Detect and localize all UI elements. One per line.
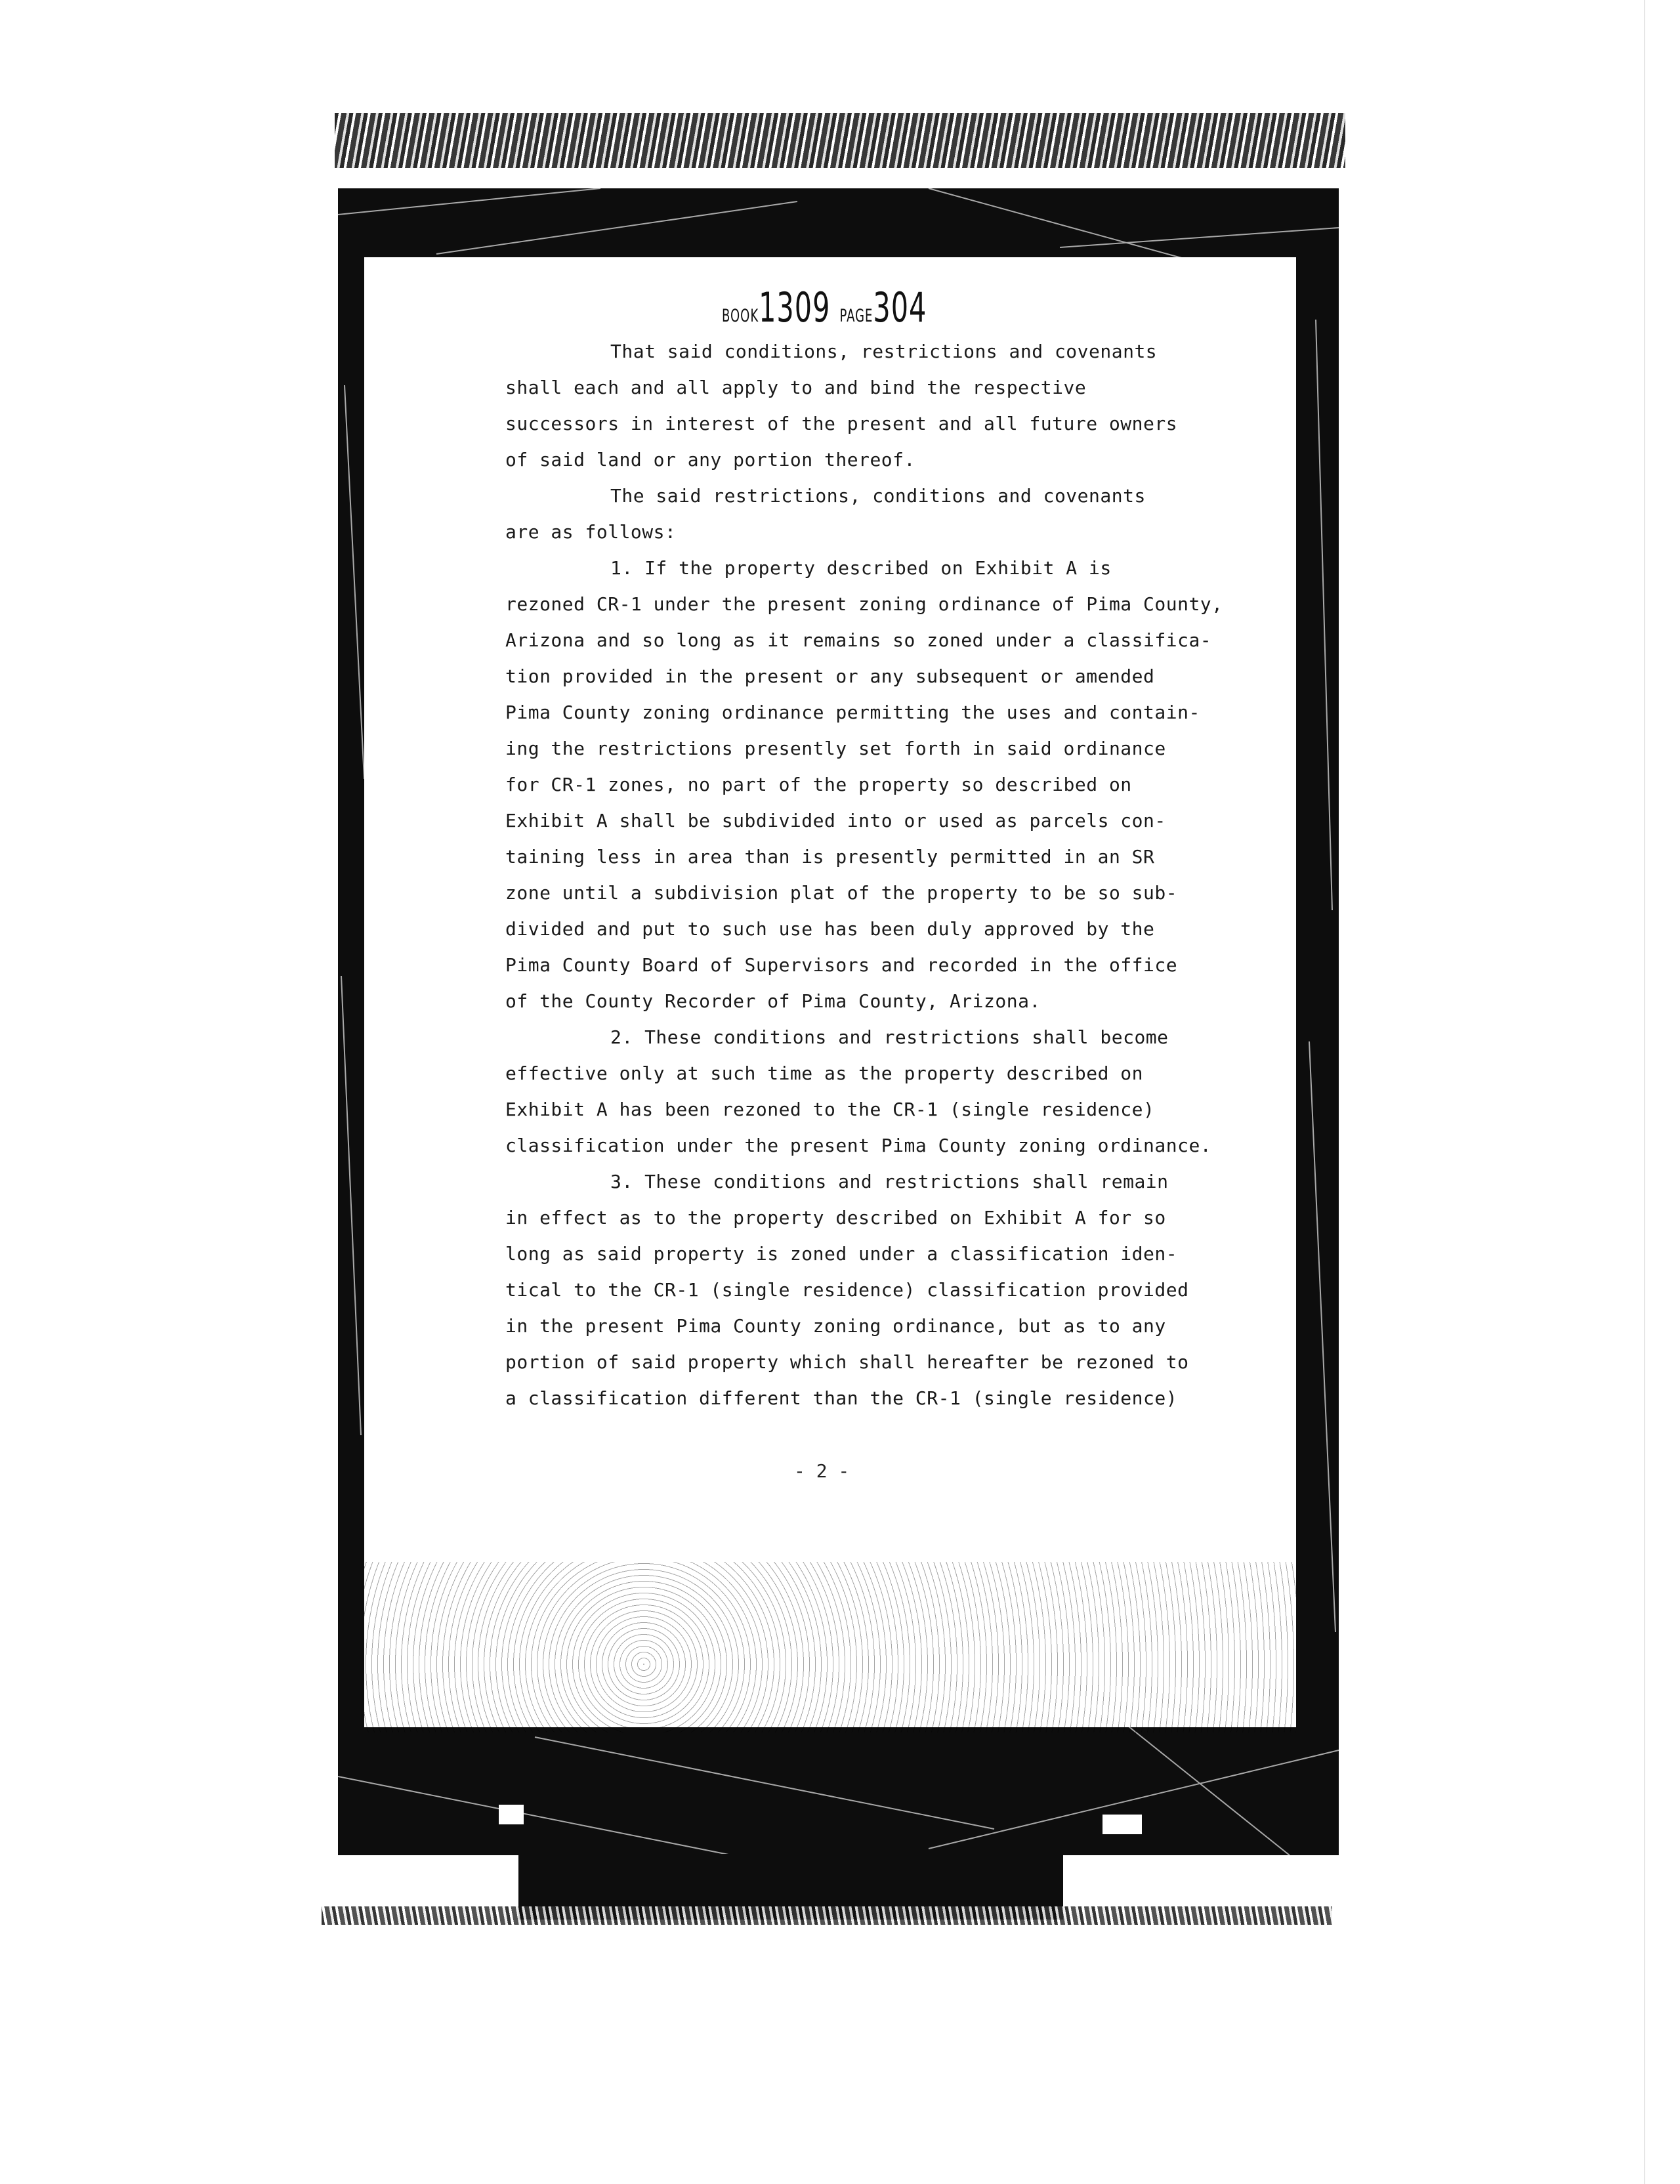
text-line: successors in interest of the present and all future owners [505,413,1178,434]
text-line: shall each and all apply to and bind the respective [505,377,1087,398]
text-line: are as follows: [505,521,677,543]
text-line: taining less in area than is presently permitted in an SR [505,846,1155,868]
scratch-line [436,201,797,254]
text-line: divided and put to such use has been duly approved by the [505,918,1155,940]
text-line: 1. If the property described on Exhibit A is [610,557,1112,579]
scratch-line [1309,1041,1335,1632]
text-line: classification under the present Pima County zoning ordinance. [505,1135,1212,1156]
book-number: 1309 [759,284,831,331]
scratch-line [929,188,1191,261]
text-line: of the County Recorder of Pima County, Arizona. [505,990,1041,1012]
scratch-line [1125,1724,1290,1855]
text-line: of said land or any portion thereof. [505,449,915,471]
text-line: That said conditions, restrictions and covenants [610,341,1158,362]
scan-artifact-bottom [322,1906,1332,1925]
scratch-line [338,1776,732,1855]
text-line: Pima County zoning ordinance permitting the uses and contain- [505,702,1200,723]
text-line: in effect as to the property described on Exhibit A for so [505,1207,1166,1228]
text-line: portion of said property which shall hereafter be rezoned to [505,1351,1189,1373]
frame-notch-right [1102,1815,1142,1834]
scratch-line [1316,320,1332,910]
text-line: Exhibit A shall be subdivided into or used as parcels con- [505,810,1166,831]
book-label: BOOK [722,304,759,326]
book-page-stamp [722,284,927,331]
text-line: 3. These conditions and restrictions shall remain [610,1171,1169,1192]
text-line: 2. These conditions and restrictions shall become [610,1026,1169,1048]
scratch-line [338,188,600,215]
page-footer-number: - 2 - [794,1460,850,1482]
text-line: long as said property is zoned under a classification iden- [505,1243,1178,1265]
scan-artifact-top [335,113,1345,168]
text-line: tion provided in the present or any subsequent or amended [505,665,1155,687]
text-line: Arizona and so long as it remains so zoned under a classifica- [505,629,1212,651]
text-line: Pima County Board of Supervisors and recorded in the office [505,954,1178,976]
scan-edge-line [1644,0,1645,2184]
scan-noise [364,1562,1296,1732]
page-number: 304 [873,284,927,331]
text-line: rezoned CR-1 under the present zoning ordinance of Pima County, [505,593,1223,615]
text-line: a classification different than the CR-1 (single residence) [505,1387,1178,1409]
scratch-line [345,385,364,779]
text-line: tical to the CR-1 (single residence) classification provided [505,1279,1189,1301]
scratch-line [535,1737,994,1829]
text-line: The said restrictions, conditions and covenants [610,485,1146,507]
page-label: PAGE [839,304,873,326]
text-line: ing the restrictions presently set forth in said ordinance [505,738,1166,759]
scratch-line [341,976,361,1435]
frame-notch-left [499,1805,524,1824]
text-line: in the present Pima County zoning ordinance, but as to any [505,1315,1166,1337]
text-line: Exhibit A has been rezoned to the CR-1 (single residence) [505,1099,1155,1120]
text-line: for CR-1 zones, no part of the property so described on [505,774,1132,795]
text-line: zone until a subdivision plat of the property to be so sub- [505,882,1178,904]
text-line: effective only at such time as the property described on [505,1062,1144,1084]
scratch-line [1060,228,1339,247]
